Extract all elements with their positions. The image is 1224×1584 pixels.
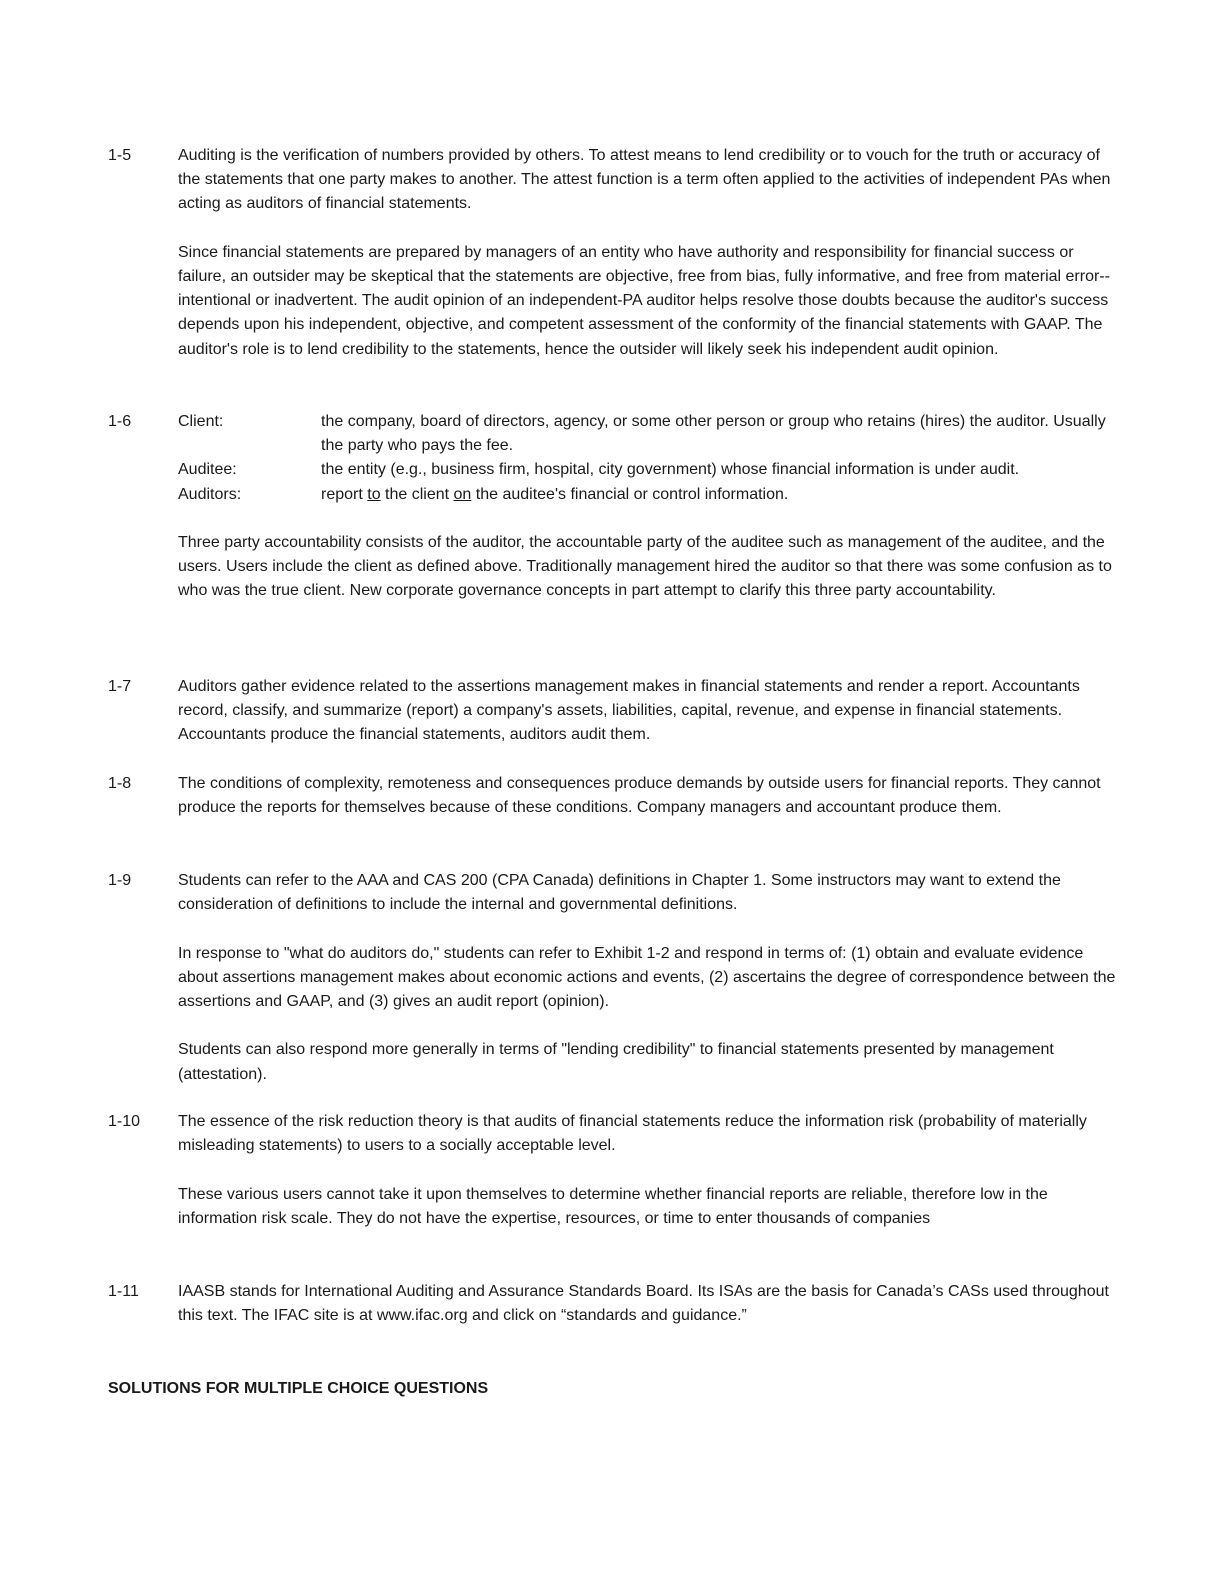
definition-row xyxy=(178,483,1118,507)
answer-body xyxy=(178,675,1118,748)
answer-paragraph: The essence of the risk reduction theory is that audits of financial statements reduce the information risk (probability of materially misleading statements) to users to a socially acceptable level. xyxy=(178,1113,1087,1155)
question-number: 1-9 xyxy=(108,872,132,889)
question-1-10 xyxy=(108,1110,1118,1231)
answer-paragraph: In response to "what do auditors do," students can refer to Exhibit 1-2 and respond in terms of: (1) obtain and evaluate evidence about assertions management makes about economic actions and events, (2) ascertains the degree of correspondence between the assertions and GAAP, and (3) gives an audit report (opinion). xyxy=(178,944,1116,1010)
answer-body xyxy=(178,1280,1118,1328)
text-run: the client xyxy=(380,485,454,503)
question-1-7 xyxy=(108,675,1118,748)
answer-body xyxy=(178,772,1118,820)
answer-paragraph: These various users cannot take it upon themselves to determine whether financial reports are reliable, therefore low in the information risk scale. They do not have the expertise, resources, or time to enter thousands of companies xyxy=(178,1185,1048,1227)
question-number: 1-6 xyxy=(108,413,132,430)
answer-paragraph: Students can also respond more generally in terms of "lending credibility" to financial statements presented by management (attestation). xyxy=(178,1041,1054,1083)
answer-paragraph: IAASB stands for International Auditing and Assurance Standards Board. Its ISAs are the basis for Canada’s CASs used throughout this text. The IFAC site is at www.ifac.org and click on “standards and guidance.” xyxy=(178,1283,1109,1325)
question-1-8 xyxy=(108,772,1118,820)
answer-paragraph: Three party accountability consists of the auditor, the accountable party of the auditee such as management of the auditee, and the users. Users include the client as defined above. Traditionally management hired the auditor so that there was some confusion as to who was the true client. New corporate governance concepts in part attempt to clarify this three party accountability. xyxy=(178,534,1112,600)
answer-paragraph: Since financial statements are prepared by managers of an entity who have authority and responsibility for financial success or failure, an outsider may be skeptical that the statements are objective, free from bias, fully informative, and free from material error--intentional or inadvertent. The audit opinion of an independent-PA auditor helps resolve those doubts because the auditor's success depends upon his independent, objective, and competent assessment of the conformity of the financial statements with GAAP. The auditor's role is to lend credibility to the statements, hence the outsider will likely seek his independent audit opinion. xyxy=(178,243,1110,358)
underlined-word: on xyxy=(453,485,472,503)
question-number: 1-5 xyxy=(108,147,132,164)
question-1-9 xyxy=(108,869,1118,1087)
definition-description: the entity (e.g., business firm, hospital, city government) whose financial information is under audit. xyxy=(321,461,1020,479)
text-run: the auditee's financial or control information. xyxy=(471,485,789,503)
text-run: report xyxy=(321,485,368,503)
definition-term: Auditee: xyxy=(178,461,237,479)
question-1-6 xyxy=(108,410,1118,604)
definition-description: the company, board of directors, agency, or some other person or group who retains (hires) the auditor. Usually the party who pays the fee. xyxy=(321,413,1106,455)
definition-row xyxy=(178,410,1118,458)
question-number: 1-11 xyxy=(108,1283,139,1300)
definition-row xyxy=(178,458,1118,482)
answer-paragraph: The conditions of complexity, remoteness and consequences produce demands by outside users for financial reports. They cannot produce the reports for themselves because of these conditions. Company managers and accountant produce them. xyxy=(178,775,1101,817)
definition-list xyxy=(178,410,1118,507)
question-1-11 xyxy=(108,1280,1118,1328)
question-number: 1-8 xyxy=(108,775,132,792)
question-number: 1-7 xyxy=(108,678,132,695)
answer-body xyxy=(178,1110,1118,1231)
question-number: 1-10 xyxy=(108,1113,141,1130)
definition-term: Auditors: xyxy=(178,485,242,503)
definition-term: Client: xyxy=(178,413,224,430)
answer-body xyxy=(178,410,1118,604)
answer-paragraph: Students can refer to the AAA and CAS 200 (CPA Canada) definitions in Chapter 1. Some instructors may want to extend the consideration of definitions to include the internal and governmental definitions. xyxy=(178,872,1061,914)
answer-paragraph: Auditors gather evidence related to the assertions management makes in financial statements and render a report. Accountants record, classify, and summarize (report) a company's assets, liabilities, capital, revenue, and expense in financial statements. Accountants produce the financial statements, auditors audit them. xyxy=(178,678,1080,744)
answer-body xyxy=(178,144,1118,362)
definition-description xyxy=(321,483,1118,507)
underlined-word: to xyxy=(367,485,381,503)
section-heading: SOLUTIONS FOR MULTIPLE CHOICE QUESTIONS xyxy=(108,1380,489,1397)
answer-body xyxy=(178,869,1118,1087)
answer-paragraph: Auditing is the verification of numbers provided by others. To attest means to lend credibility or to vouch for the truth or accuracy of the statements that one party makes to another. The attest function is a term often applied to the activities of independent PAs when acting as auditors of financial statements. xyxy=(178,147,1111,213)
question-1-5 xyxy=(108,144,1118,362)
